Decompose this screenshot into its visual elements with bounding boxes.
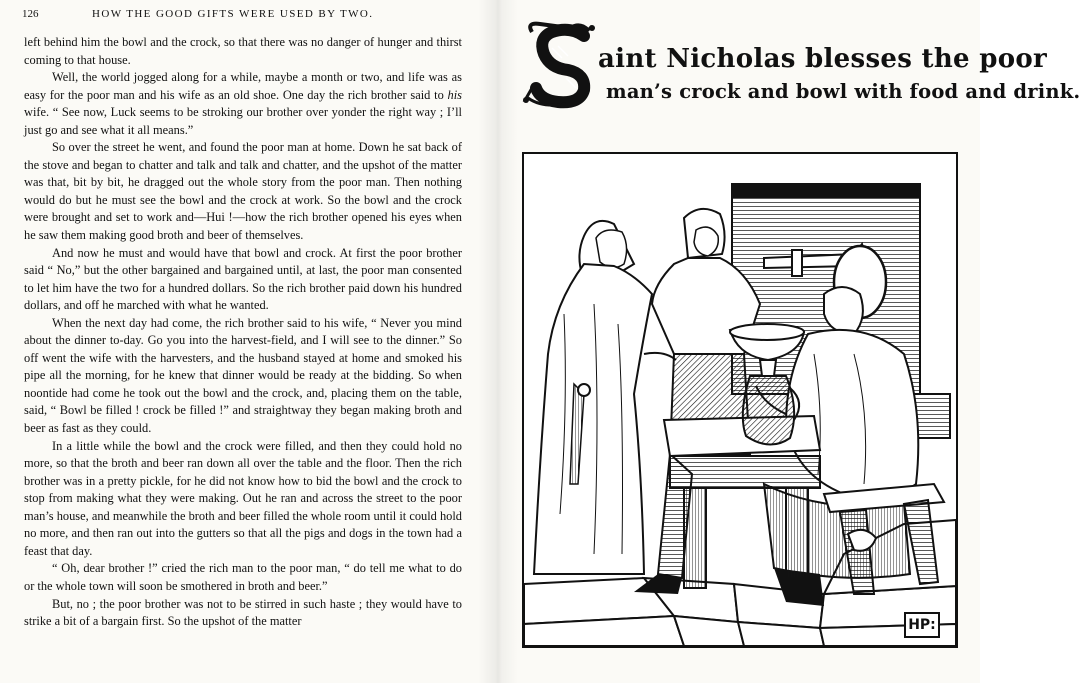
page-number: 126 bbox=[22, 8, 39, 20]
paragraph: In a little while the bowl and the crock were filled, and then they could hold no more, so that the broth and beer ran down all over the table and the floor. Then the rich brother was in a pretty pickle, for he did not know how to bid the bowl and the crock to stop from making what they were making. Out he ran and across the street to the poor man’s house, and meanwhile the broth and beer filled the whole room until it could hold no more, and then ran out into the gutters so that all the pigs and dogs in the town had a feast that day. bbox=[24, 438, 462, 558]
paragraph: left behind him the bowl and the crock, so that there was no danger of hunger and thirst coming to that house. bbox=[24, 35, 462, 67]
paragraph: “ Oh, dear brother !” cried the rich man to the poor man, “ do tell me what to do or the whole town will soon be smothered in broth and beer.” bbox=[24, 561, 462, 593]
paragraph: And now he must and would have that bowl and crock. At first the poor brother said “ No,” but the other bargained and bargained until, at last, the poor man consented to let him have the two for a hundred dollars. So the rich brother paid down his hundred dollars, and off he marched with what he wanted. bbox=[24, 245, 462, 313]
paragraph: When the next day had come, the rich brother said to his wife, “ Never you mind about the dinner to-day. Go you into the harvest-field, and I will see to the dinner.” So off went the wife with the harvesters, and the husband stayed at home and smoked his pipe all the morning, for he knew that dinner would be ready at the bidding. So when noontide had come he took out the bowl and the crock, and, placing them on the table, said, “ Bowl be filled ! crock be filled !” and straightway they began making broth and beer as fast as they could. bbox=[24, 315, 462, 436]
ornamental-drop-cap-s bbox=[522, 18, 602, 108]
left-page bbox=[0, 0, 495, 683]
caption-line-2: man’s crock and bowl with food and drink. bbox=[606, 80, 1080, 103]
artist-monogram: HP: bbox=[904, 612, 940, 638]
body-text bbox=[24, 34, 462, 631]
illustration bbox=[522, 152, 958, 648]
paragraph: Well, the world jogged along for a while, maybe a month or two, and life was as easy for the poor man and his wife as an old shoe. One day the rich brother said to his wife. “ See now, Luck seems to be stroking our brother over yonder the right way ; I’ll just go and see what it all means.” bbox=[24, 70, 462, 137]
woodcut-scene bbox=[524, 154, 956, 646]
caption-line-1: aint Nicholas blesses the poor bbox=[598, 44, 1047, 74]
running-title: HOW THE GOOD GIFTS WERE USED BY TWO. bbox=[92, 8, 374, 20]
right-page bbox=[500, 0, 1080, 683]
emphasis: his bbox=[447, 87, 462, 102]
paragraph: But, no ; the poor brother was not to be stirred in such haste ; they would have to strike a bit of a bargain first. So the upshot of the matter bbox=[24, 596, 462, 629]
running-head bbox=[22, 8, 472, 24]
paragraph: So over the street he went, and found the poor man at home. Down he sat back of the stove and began to chatter and talk and talk and chatter, and the upshot of the matter was that, bit by bit, he dragged out the whole story from the poor man. Then nothing would do but he must see the bowl and the crock at work. So the bowl and the crock were brought and set to work and—Hui !—how the rich brother opened his eyes when he saw them making good broth and beer of themselves. bbox=[24, 140, 462, 243]
